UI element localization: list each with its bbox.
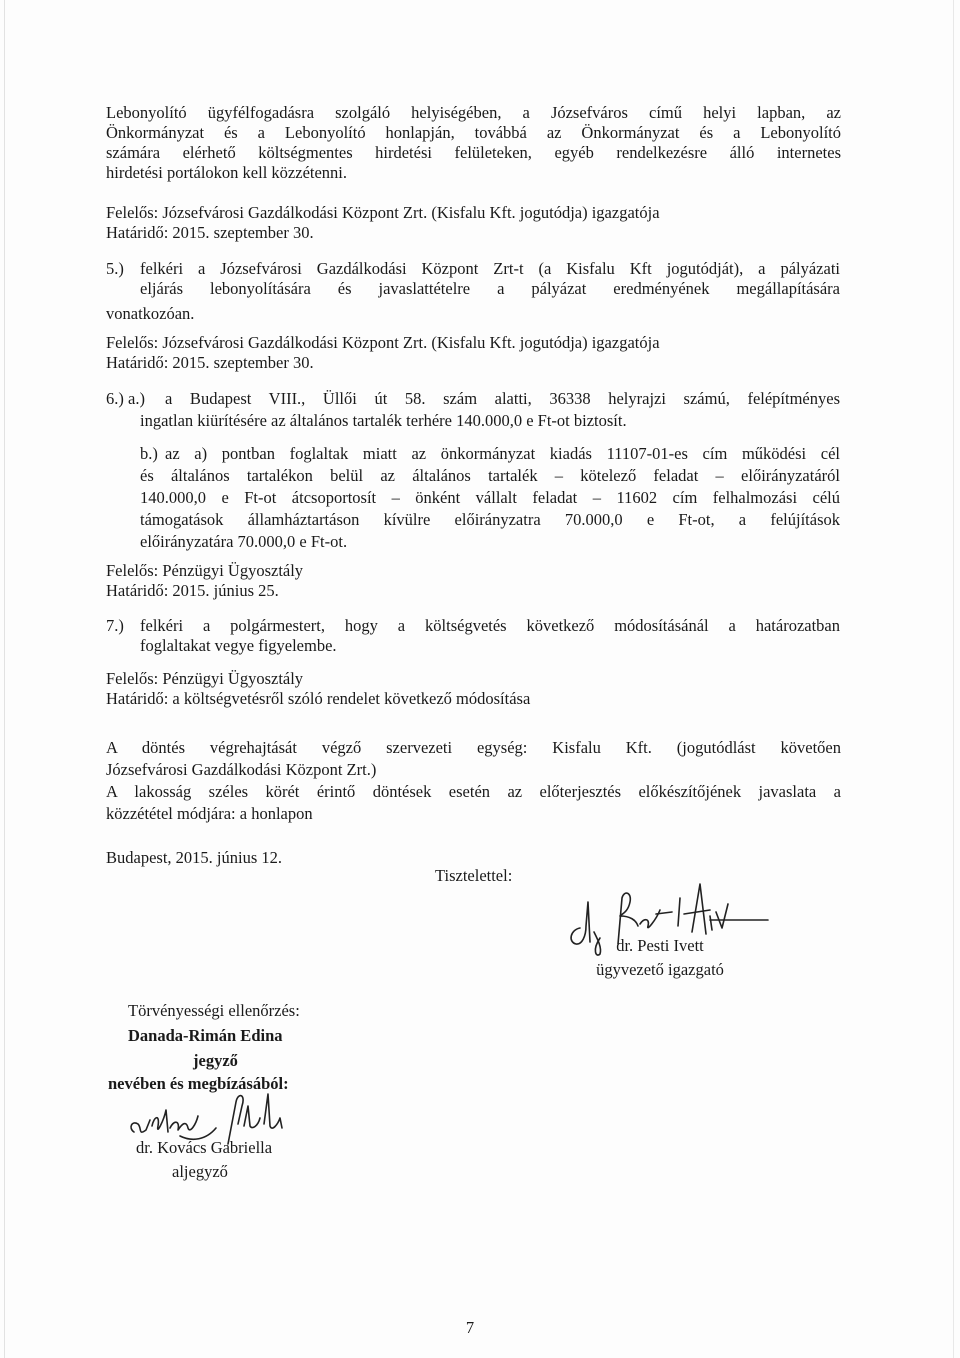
text-line: az a) pontban foglaltak miatt az önkormányzat kiadás 11107-01-es cím működési cél [165, 444, 840, 463]
signer-title: ügyvezető igazgató [596, 960, 724, 979]
item-6b-first-line [165, 444, 840, 464]
text-line: a Budapest VIII., Üllői út 58. szám alatti, 36338 helyrajzi számú, felépítményes [165, 389, 840, 408]
text-line: felkéri a Józsefvárosi Gazdálkodási Központ Zrt-t (a Kisfalu Kft jogutódját), a pályázati [140, 259, 840, 278]
on-behalf-label: nevében és megbízásából: [108, 1074, 289, 1093]
deadline-line: Határidő: 2015. szeptember 30. [106, 223, 314, 242]
item-6a-text [165, 389, 840, 409]
text-line: Józsefvárosi Gazdálkodási Központ Zrt.) [106, 760, 377, 779]
deadline-line: Határidő: a költségvetésről szóló rendelet következő módosítása [106, 689, 531, 708]
text-line: előirányzatára 70.000,0 e Ft-ot. [140, 532, 348, 551]
responsible-line: Felelős: Pénzügyi Ügyosztály [106, 561, 304, 580]
text-line: 140.000,0 e Ft-ot átcsoportosít – önként vállalt feladat – 11602 cím felhalmozási célú [140, 488, 840, 507]
text-line: felkéri a polgármestert, hogy a költségvetés következő módosításánál a határozatban [140, 616, 840, 635]
legal-check-label: Törvényességi ellenőrzés: [128, 1001, 300, 1020]
text-line: eljárás lebonyolítására és javaslattételre a pályázat eredményének megállapítására [140, 279, 840, 298]
notary-role: jegyző [193, 1051, 238, 1070]
deadline-line: Határidő: 2015. szeptember 30. [106, 353, 314, 372]
deadline-line: Határidő: 2015. június 25. [106, 581, 279, 600]
text-line: foglaltakat vegye figyelembe. [140, 636, 337, 655]
text-line: A lakosság széles körét érintő döntések esetén az előterjesztés előkészítőjének javaslata a [106, 782, 841, 801]
deputy-notary-title: aljegyző [172, 1162, 228, 1181]
intro-paragraph [106, 103, 841, 183]
text-line: számára elérhető költségmentes hirdetési felületeken, egyéb rendelkezésre álló internetes [106, 143, 841, 162]
signer-name: dr. Pesti Ivett [616, 936, 704, 955]
text-line: ingatlan kiürítésére az általános tartalék terhére 140.000,0 e Ft-ot biztosít. [140, 411, 627, 430]
item-6b-number: b.) [140, 444, 158, 463]
responsibility-block-2 [106, 333, 841, 373]
item-6b-text [140, 466, 840, 552]
item-7-number: 7.) [106, 616, 124, 635]
responsibility-block-4 [106, 669, 841, 709]
notary-name: Danada-Rimán Edina [128, 1026, 283, 1045]
text-line: Önkormányzat és a Lebonyolító honlapján, továbbá az Önkormányzat és a Lebonyolító [106, 123, 841, 142]
page-number: 7 [465, 1318, 475, 1337]
item-7-text [140, 616, 840, 656]
text-line: vonatkozóan. [106, 304, 195, 323]
text-line: A döntés végrehajtását végző szervezeti egység: Kisfalu Kft. (jogutódlást követően [106, 738, 841, 757]
item-6a-continuation [140, 411, 840, 431]
responsible-line: Felelős: Józsefvárosi Gazdálkodási Központ Zrt. (Kisfalu Kft. jogutódja) igazgatója [106, 203, 660, 222]
item-5-text [140, 259, 840, 299]
text-line: hirdetési portálokon kell közzétenni. [106, 163, 348, 182]
greeting: Tisztelettel: [435, 866, 513, 885]
text-line: Lebonyolító ügyfélfogadásra szolgáló helyiségében, a Józsefváros című helyi lapban, az [106, 103, 841, 122]
item-5-number: 5.) [106, 259, 124, 278]
execution-paragraph [106, 738, 841, 824]
responsible-line: Felelős: Józsefvárosi Gazdálkodási Központ Zrt. (Kisfalu Kft. jogutódja) igazgatója [106, 333, 660, 352]
item-5-continuation [106, 304, 841, 324]
scan-edge-left [4, 0, 5, 1358]
responsibility-block-1 [106, 203, 841, 243]
responsible-line: Felelős: Pénzügyi Ügyosztály [106, 669, 304, 688]
item-6-number: 6.) a.) [106, 389, 145, 408]
text-line: támogatások államháztartáson kívülre előirányzatra 70.000,0 e Ft-ot, a felújítások [140, 510, 840, 529]
responsibility-block-3 [106, 561, 841, 601]
scan-edge-right [953, 0, 954, 1358]
place-date: Budapest, 2015. június 12. [106, 848, 282, 867]
deputy-notary-name: dr. Kovács Gabriella [136, 1138, 273, 1157]
text-line: és általános tartalékon belül az általános tartalék – kötelező feladat – előirányzatáról [140, 466, 840, 485]
text-line: közzététel módjára: a honlapon [106, 804, 313, 823]
